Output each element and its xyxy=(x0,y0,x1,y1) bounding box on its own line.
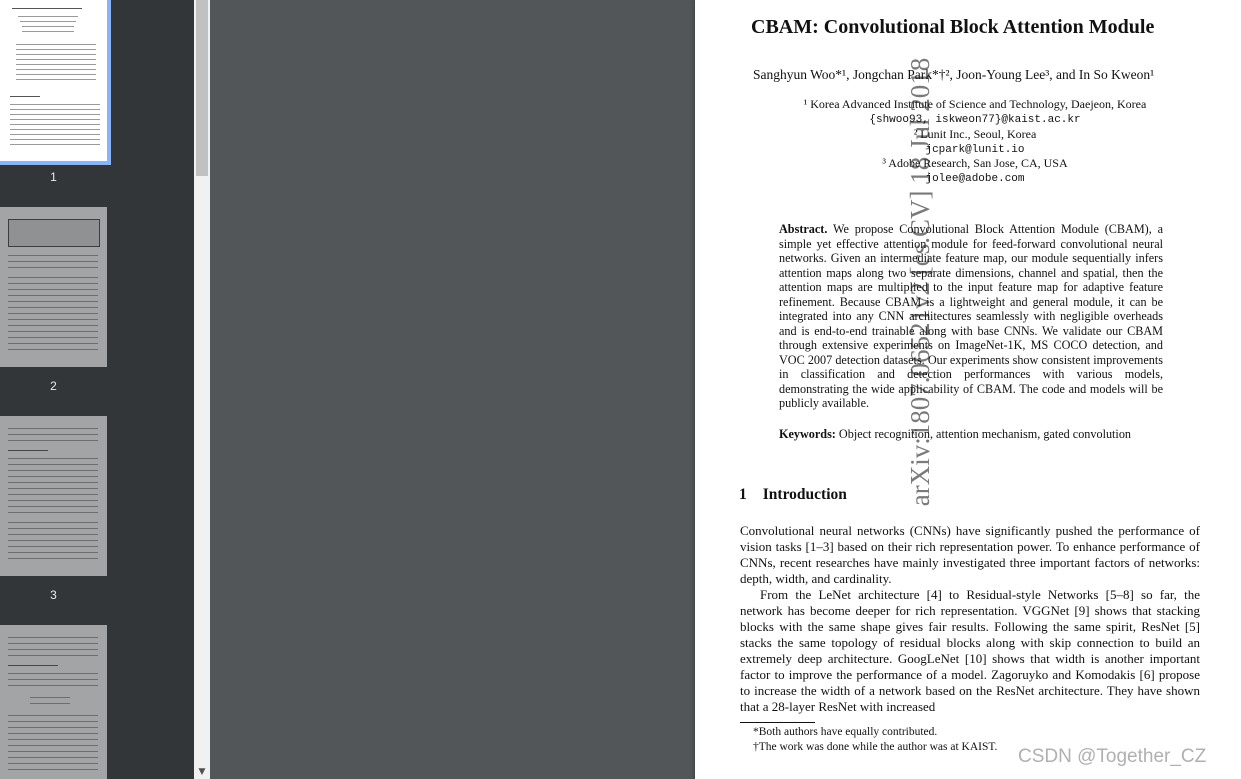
keywords-text: Object recognition, attention mechanism, gated convolution xyxy=(838,427,1132,441)
pdf-page xyxy=(695,0,1241,779)
footnote-rule xyxy=(740,722,815,723)
thumbnail-page-number: 3 xyxy=(50,588,57,602)
abstract-label: Abstract. xyxy=(779,222,828,236)
section-title: Introduction xyxy=(762,486,847,503)
scrollbar-thumb[interactable] xyxy=(196,0,208,176)
introduction-body xyxy=(740,523,1200,715)
section-heading xyxy=(739,486,847,504)
paper-authors: Sanghyun Woo*¹, Jongchan Park*†², Joon-Young Lee³, and In So Kweon¹ xyxy=(753,67,1155,82)
page-thumbnail-2[interactable] xyxy=(0,207,107,367)
section-number: 1 xyxy=(739,486,747,503)
paragraph: From the LeNet architecture [4] to Residual-style Networks [5–8] so far, the network has become deeper for rich representation. VGGNet [9] shows that stacking blocks with the same shape gives fair results. Following the same spirit, ResNet [5] stacks the same topology of residual blocks along with skip connection to build an extremely deep architecture. GoogLeNet [10] shows that width is another important factor to improve the performance of a model. Zagoruyko and Komodakis [6] propose to increase the width of a network based on the ResNet architecture. They have shown that a 28-layer ResNet with increased xyxy=(740,587,1200,714)
affiliation-line: ³ Adobe Research, San Jose, CA, USA xyxy=(882,156,1068,170)
keywords xyxy=(779,427,1163,442)
abstract-text: We propose Convolutional Block Attention Module (CBAM), a simple yet effective attention module for feed-forward convolutional neural networks. Given an intermediate feature map, our module sequentially infers attention maps along two separate dimensions, channel and spatial, then the attention maps are multiplied to the input feature map for adaptive feature refinement. Because CBAM is a lightweight and general module, it can be integrated into any CNN architectures seamlessly with negligible overheads and is end-to-end trainable along with base CNNs. We validate our CBAM through extensive experiments on ImageNet-1K, MS COCO detection, and VOC 2007 detection datasets. Our experiments show consistent improvements in classification and detection performances with various models, demonstrating the wide applicability of CBAM. The code and models will be publicly available. xyxy=(779,222,1164,410)
paper-title: CBAM: Convolutional Block Attention Module xyxy=(751,16,1155,38)
page-thumbnail-3[interactable] xyxy=(0,416,107,576)
page-thumbnail-1[interactable] xyxy=(0,0,107,161)
affiliation-line: ² Lunit Inc., Seoul, Korea xyxy=(913,127,1037,141)
arxiv-side-stamp: arXiv:1807.06521v2 [cs.CV] 18 Jul 2018 xyxy=(905,57,935,507)
affiliation-line: ¹ Korea Advanced Institute of Science and Technology, Daejeon, Korea xyxy=(803,97,1147,111)
thumbnail-page-number: 2 xyxy=(50,379,57,393)
affiliation-email: jcpark@lunit.io xyxy=(925,144,1025,156)
page-thumbnail-4[interactable] xyxy=(0,625,107,779)
document-viewer[interactable] xyxy=(210,0,1241,779)
affiliation-email: {shwoo93, iskweon77}@kaist.ac.kr xyxy=(869,114,1081,126)
csdn-watermark: CSDN @Together_CZ xyxy=(1018,746,1207,767)
footnote: *Both authors have equally contributed. xyxy=(753,726,938,738)
abstract xyxy=(779,222,1163,411)
thumbnail-sidebar xyxy=(0,0,194,779)
scroll-down-arrow-icon[interactable]: ▼ xyxy=(198,767,206,777)
paragraph: Convolutional neural networks (CNNs) have significantly pushed the performance of vision tasks [1–3] based on their rich representation power. To enhance performance of CNNs, recent researches have mainly investigated three important factors of networks: depth, width, and cardinality. xyxy=(740,523,1200,586)
keywords-label: Keywords: xyxy=(779,427,836,441)
footnote: †The work was done while the author was at KAIST. xyxy=(753,741,998,753)
affiliation-email: jolee@adobe.com xyxy=(925,173,1025,185)
thumbnail-page-number: 1 xyxy=(50,170,57,184)
